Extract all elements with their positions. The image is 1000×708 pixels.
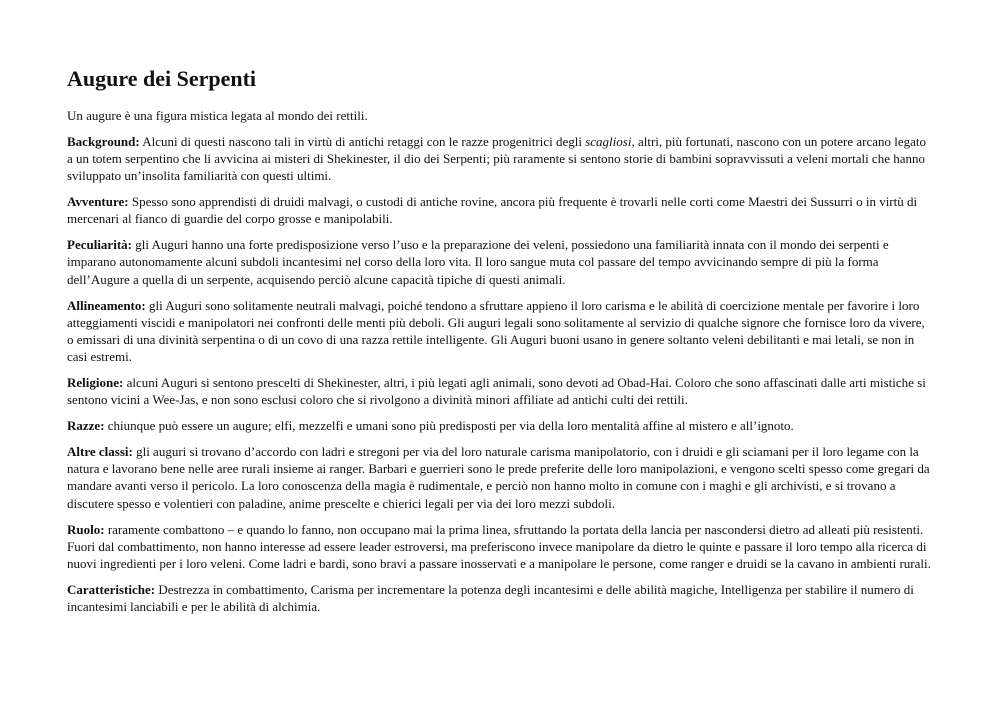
background-label: Background: (67, 133, 140, 149)
altre-classi-paragraph (67, 443, 933, 512)
ruolo-paragraph (67, 521, 933, 573)
avventure-paragraph (67, 193, 933, 227)
allineamento-text: gli Auguri sono solitamente neutrali malvagi, poiché tendono a sfruttare appieno il loro carisma e le abilità di coercizione mentale per favorire i loro atteggiamenti viscidi e manipolatori nei confronti delle menti più deboli. Gli auguri legali sono solitamente al servizio di qualche signore che fornisce loro da vivere, o emissari di una divinità serpentina o di un covo di una razza rettile intelligente. Gli Auguri buoni usano in genere soltanto veleni debilitanti e mai letali, se non in casi estremi. (67, 297, 925, 365)
intro-paragraph: Un augure è una figura mistica legata al mondo dei rettili. (67, 108, 368, 123)
altre-classi-text: gli auguri si trovano d’accordo con ladri e stregoni per via del loro naturale carisma manipolatorio, con i druidi e gli sciamani per il loro legame con la natura e lavorano bene nelle aree rurali insieme ai ranger. Barbari e guerrieri sono le prede preferite delle loro manipolazioni, e vengono scelti spesso come gregari da mandare avanti verso il pericolo. La loro conoscenza della magia è rudimentale, e perciò non hanno molto in comune con i maghi e gli archivisti, e si trovano a discutere spesso e volentieri con paladine, anime prescelte e chierici legali per via dei loro mezzi subdoli. (67, 444, 930, 511)
peculiarita-paragraph (67, 236, 933, 288)
altre-classi-label: Altre classi: (67, 444, 133, 460)
avventure-label: Avventure: (67, 194, 129, 210)
religione-label: Religione: (67, 375, 124, 391)
razze-paragraph (67, 417, 933, 434)
caratteristiche-label: Caratteristiche: (67, 581, 156, 597)
background-text-post: , altri, più fortunati, nascono con un potere arcano legato a un totem serpentino che li avvicina ai misteri di Shekinester, il dio dei Serpenti; più raramente si sentono storie di bambini sopravvissuti a veleni mortali che hanno sviluppato un’insolita familiarità con questi ultimi. (67, 133, 927, 184)
caratteristiche-paragraph (67, 581, 933, 615)
avventure-text: Spesso sono apprendisti di druidi malvagi, o custodi di antiche rovine, ancora più frequente è trovarli nelle corti come Maestri dei Sussurri o in virtù di mercenari al fianco di guardie del corpo grosse e manipolabili. (67, 194, 918, 227)
allineamento-label: Allineamento: (67, 297, 146, 313)
caratteristiche-text: Destrezza in combattimento, Carisma per incrementare la potenza degli incantesimi e delle abilità magiche, Intelligenza per stabilire il numero di incantesimi lanciabili e per le abilità di alchimia. (67, 581, 914, 615)
background-text-pre: Alcuni di questi nascono tali in virtù di antichi retaggi con le razze progenitrici degli (139, 133, 586, 149)
peculiarita-text: gli Auguri hanno una forte predisposizione verso l’uso e la preparazione dei veleni, possiedono una familiarità innata con il mondo dei serpenti e imparano autonomamente alcuni subdoli incantesimi nel corso della loro vita. Il loro sangue muta col passare del tempo avvicinando sempre di più la forma dell’Augure a quella di un serpente, acquisendo perciò alcune capacità tipiche di questi animali. (67, 237, 889, 287)
peculiarita-label: Peculiarità: (67, 237, 132, 253)
background-paragraph (67, 133, 933, 185)
razze-text: chiunque può essere un augure; elfi, mezzelfi e umani sono più predisposti per via della loro mentalità affine al mistero e all’ignoto. (104, 418, 794, 434)
razze-label: Razze: (67, 418, 105, 434)
ruolo-text: raramente combattono – e quando lo fanno, non occupano mai la prima linea, sfruttando la portata della lancia per nascondersi dietro ad alleati più resistenti. Fuori dal combattimento, non hanno interesse ad essere leader estroversi, ma preferiscono invece manipolare da dietro le quinte e passare il loro tempo alla ricerca di nuovi ingredienti per i loro veleni. Come ladri e bardi, sono bravi a passare inosservati e a manipolare le persone, come ranger e druidi se la cavano in ambienti rurali. (67, 521, 931, 571)
page-title: Augure dei Serpenti (67, 66, 257, 91)
background-emphasis: scagliosi (585, 133, 632, 149)
ruolo-label: Ruolo: (67, 521, 105, 537)
religione-paragraph (67, 374, 933, 408)
religione-text: alcuni Auguri si sentono prescelti di Shekinester, altri, i più legati agli animali, sono devoti ad Obad-Hai. Coloro che sono affascinati dalle arti mistiche si sentono vicini a Wee-Jas, e non sono esclusi coloro che si rivolgono a divinità minori affiliate ad antichi culti dei rettili. (67, 375, 926, 408)
document-page (67, 64, 933, 624)
allineamento-paragraph (67, 297, 933, 366)
